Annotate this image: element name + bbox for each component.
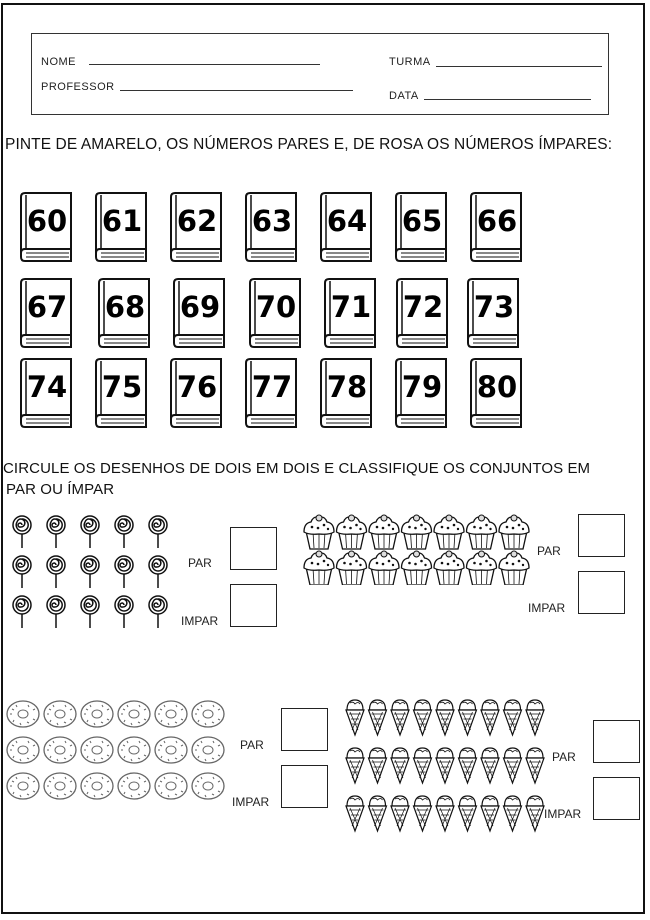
- ice-cream-impar-label: IMPAR: [544, 807, 582, 821]
- lollipop-icon: [81, 596, 99, 628]
- lollipop-icon: [47, 556, 65, 588]
- donut-impar-box[interactable]: [281, 765, 328, 808]
- ice-cream-cone-icon: [391, 748, 409, 783]
- donut-icon: [44, 737, 76, 763]
- turma-field[interactable]: [436, 66, 602, 67]
- book-number: 79: [401, 370, 443, 404]
- cupcake-impar-label: IMPAR: [528, 601, 566, 615]
- number-book[interactable]: [92, 357, 150, 429]
- donut-icon: [155, 701, 187, 727]
- lollipop-icon: [149, 596, 167, 628]
- professor-label: PROFESSOR: [41, 81, 115, 93]
- cupcake-icon: [337, 515, 367, 549]
- ice-cream-cone-icon: [481, 796, 499, 831]
- donut-par-label: PAR: [240, 738, 264, 752]
- book-number: 69: [179, 290, 221, 324]
- number-book[interactable]: [321, 277, 379, 349]
- student-info-box: [31, 33, 609, 115]
- number-book[interactable]: [242, 191, 300, 263]
- cupcake-par-box[interactable]: [578, 514, 625, 557]
- book-number: 77: [251, 370, 293, 404]
- ice-cream-cone-icon: [346, 748, 364, 783]
- book-number: 75: [101, 370, 143, 404]
- donut-impar-label: IMPAR: [232, 795, 270, 809]
- ice-cream-cone-icon: [346, 700, 364, 735]
- number-book[interactable]: [317, 191, 375, 263]
- ice-cream-cone-icon: [504, 748, 522, 783]
- donut-icon: [192, 773, 224, 799]
- book-number: 70: [255, 290, 297, 324]
- ice-cream-cone-icon: [436, 748, 454, 783]
- lollipop-icon: [149, 556, 167, 588]
- book-number: 80: [476, 370, 518, 404]
- number-book[interactable]: [92, 191, 150, 263]
- donut-icon: [81, 737, 113, 763]
- book-number: 60: [26, 204, 68, 238]
- book-number: 62: [176, 204, 218, 238]
- number-book[interactable]: [17, 357, 75, 429]
- book-number: 68: [104, 290, 146, 324]
- book-number: 67: [26, 290, 68, 324]
- number-book[interactable]: [317, 357, 375, 429]
- cupcake-icon: [467, 515, 497, 549]
- lollipop-icon: [81, 556, 99, 588]
- donut-icon: [81, 701, 113, 727]
- ice-cream-cone-icon: [459, 796, 477, 831]
- ice-cream-impar-box[interactable]: [593, 777, 640, 820]
- donut-icon: [155, 737, 187, 763]
- ice-cream-cone-icon: [369, 748, 387, 783]
- cupcake-icon: [467, 551, 497, 585]
- lollipop-icon: [13, 516, 31, 548]
- number-book[interactable]: [242, 357, 300, 429]
- ice-cream-cone-icon: [526, 748, 544, 783]
- number-book[interactable]: [393, 277, 451, 349]
- data-label: DATA: [389, 90, 419, 102]
- book-number: 72: [402, 290, 444, 324]
- ice-cream-cone-icon: [369, 796, 387, 831]
- donut-icon: [155, 773, 187, 799]
- book-number: 73: [473, 290, 515, 324]
- book-number: 64: [326, 204, 368, 238]
- book-number: 61: [101, 204, 143, 238]
- donut-icon: [118, 773, 150, 799]
- name-field[interactable]: [89, 64, 320, 65]
- donut-icon: [192, 701, 224, 727]
- lollipop-icon: [47, 516, 65, 548]
- donut-icon: [118, 701, 150, 727]
- cupcake-icon: [304, 551, 334, 585]
- donut-icon: [44, 701, 76, 727]
- ice-cream-par-box[interactable]: [593, 720, 640, 763]
- donut-icon: [81, 773, 113, 799]
- instruction-paint-numbers: PINTE DE AMARELO, OS NÚMEROS PARES E, DE ROSA OS NÚMEROS ÍMPARES:: [5, 136, 613, 153]
- donut-icon: [44, 773, 76, 799]
- ice-cream-cone-icon: [346, 796, 364, 831]
- donut-icon: [7, 773, 39, 799]
- cupcake-set: [302, 513, 530, 585]
- number-book[interactable]: [17, 277, 75, 349]
- ice-cream-cone-icon: [459, 748, 477, 783]
- ice-cream-cone-icon: [391, 796, 409, 831]
- cupcake-icon: [402, 551, 432, 585]
- number-book[interactable]: [167, 357, 225, 429]
- donut-set: [6, 700, 228, 808]
- number-book[interactable]: [167, 191, 225, 263]
- cupcake-icon: [369, 551, 399, 585]
- ice-cream-cone-icon: [481, 748, 499, 783]
- ice-cream-cone-icon: [414, 700, 432, 735]
- professor-field[interactable]: [120, 90, 353, 91]
- ice-cream-cone-icon: [481, 700, 499, 735]
- ice-cream-cone-icon: [414, 796, 432, 831]
- book-number: 65: [401, 204, 443, 238]
- book-number: 74: [26, 370, 68, 404]
- lollipop-par-box[interactable]: [230, 527, 277, 570]
- donut-par-box[interactable]: [281, 708, 328, 751]
- lollipop-icon: [13, 596, 31, 628]
- donut-icon: [192, 737, 224, 763]
- lollipop-icon: [47, 596, 65, 628]
- cupcake-par-label: PAR: [537, 544, 561, 558]
- number-book[interactable]: [17, 191, 75, 263]
- number-book[interactable]: [392, 191, 450, 263]
- lollipop-impar-box[interactable]: [230, 584, 277, 627]
- ice-cream-cone-icon: [391, 700, 409, 735]
- book-number: 78: [326, 370, 368, 404]
- lollipop-set: [10, 514, 180, 634]
- number-book[interactable]: [467, 191, 525, 263]
- donut-icon: [7, 737, 39, 763]
- ice-cream-cone-icon: [526, 700, 544, 735]
- instruction-circle-line1: CIRCULE OS DESENHOS DE DOIS EM DOIS E CLASSIFIQUE OS CONJUNTOS EM: [3, 460, 591, 477]
- ice-cream-cone-icon: [436, 796, 454, 831]
- number-book[interactable]: [95, 277, 153, 349]
- name-label: NOME: [41, 56, 76, 68]
- cupcake-icon: [499, 515, 529, 549]
- ice-cream-cone-icon: [414, 748, 432, 783]
- lollipop-icon: [81, 516, 99, 548]
- number-book[interactable]: [464, 277, 522, 349]
- donut-icon: [7, 701, 39, 727]
- lollipop-icon: [115, 516, 133, 548]
- lollipop-par-label: PAR: [188, 556, 212, 570]
- ice-cream-cone-icon: [526, 796, 544, 831]
- number-book[interactable]: [246, 277, 304, 349]
- number-book[interactable]: [467, 357, 525, 429]
- lollipop-icon: [13, 556, 31, 588]
- book-number: 76: [176, 370, 218, 404]
- cupcake-icon: [369, 515, 399, 549]
- number-book[interactable]: [392, 357, 450, 429]
- data-field[interactable]: [424, 99, 591, 100]
- lollipop-icon: [115, 556, 133, 588]
- number-book[interactable]: [170, 277, 228, 349]
- book-number: 71: [330, 290, 372, 324]
- ice-cream-cone-icon: [369, 700, 387, 735]
- lollipop-impar-label: IMPAR: [181, 614, 219, 628]
- cupcake-icon: [337, 551, 367, 585]
- instruction-circle-line2: PAR OU ÍMPAR: [6, 481, 115, 498]
- cupcake-impar-box[interactable]: [578, 571, 625, 614]
- book-number: 63: [251, 204, 293, 238]
- cupcake-icon: [434, 515, 464, 549]
- turma-label: TURMA: [389, 56, 431, 68]
- cupcake-icon: [402, 515, 432, 549]
- book-number: 66: [476, 204, 518, 238]
- lollipop-icon: [115, 596, 133, 628]
- ice-cream-cone-icon: [504, 796, 522, 831]
- donut-icon: [118, 737, 150, 763]
- cupcake-icon: [304, 515, 334, 549]
- ice-cream-cone-icon: [504, 700, 522, 735]
- ice-cream-cone-icon: [459, 700, 477, 735]
- cupcake-icon: [434, 551, 464, 585]
- ice-cream-par-label: PAR: [552, 750, 576, 764]
- cupcake-icon: [499, 551, 529, 585]
- lollipop-icon: [149, 516, 167, 548]
- ice-cream-cone-icon: [436, 700, 454, 735]
- ice-cream-set: [344, 697, 547, 841]
